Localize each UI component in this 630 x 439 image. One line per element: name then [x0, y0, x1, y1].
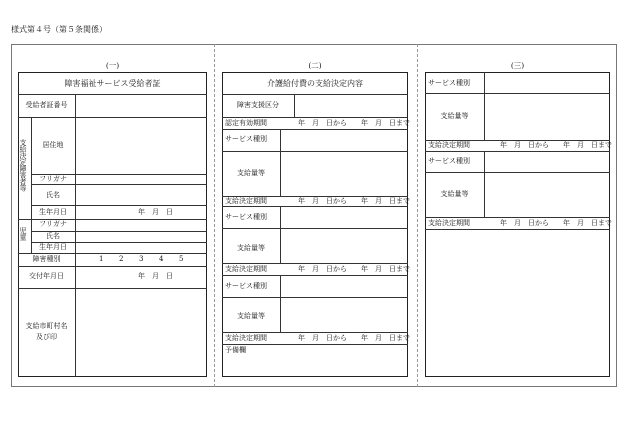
p3-amount-label-2: 支給量等: [440, 190, 469, 198]
decision-period-label-3: 支給決定期間: [225, 334, 267, 342]
amount-label-3: 支給量等: [237, 312, 265, 320]
p3-service-type-label-1: サービス種別: [428, 79, 470, 87]
section-label-two: (二): [308, 61, 322, 70]
service-type-label-1: サービス種別: [225, 135, 267, 143]
decision-period-label-2: 支給決定期間: [225, 265, 267, 273]
benefit-decision-title: 介護給付費の支給決定内容: [267, 79, 363, 88]
disability-type-2: 2: [119, 255, 124, 263]
p3-service-type-label-2: サービス種別: [428, 157, 470, 165]
p3-decision-period-value-1: 年 月 日から 年 月 日まで: [500, 141, 612, 149]
support-classification-label: 障害支援区分: [237, 101, 279, 109]
amount-label-1: 支給量等: [237, 169, 265, 177]
form-title: 様式第４号（第５条関係）: [11, 25, 107, 34]
child-vertical-label: 児童: [19, 227, 27, 240]
municipality-label-line1: 支給市町村名: [25, 322, 68, 330]
birth-date-value: 年 月 日: [138, 208, 173, 216]
validity-period-label: 認定有効期間: [225, 119, 267, 127]
decision-period-value-2: 年 月 日から 年 月 日まで: [298, 265, 410, 273]
municipality-label-line2: 及び印: [36, 333, 57, 341]
p3-decision-period-value-2: 年 月 日から 年 月 日まで: [500, 219, 612, 227]
applicant-vertical-label: 支給決定障害者等: [19, 139, 27, 191]
disability-type-5: 5: [179, 255, 184, 263]
child-birth-label: 生年月日: [39, 243, 67, 251]
amount-label-2: 支給量等: [237, 244, 265, 252]
certificate-title: 障害福祉サービス受給者証: [64, 79, 161, 88]
decision-period-label-1: 支給決定期間: [225, 197, 267, 205]
disability-type-4: 4: [159, 255, 164, 263]
decision-period-value-3: 年 月 日から 年 月 日まで: [298, 334, 410, 342]
section-label-three: (三): [510, 61, 525, 70]
validity-period-value: 年 月 日から 年 月 日まで: [298, 119, 410, 127]
fold-line-1: [214, 44, 215, 387]
birth-date-label: 生年月日: [39, 208, 67, 216]
name-label: 氏名: [46, 191, 60, 199]
issue-date-label: 交付年月日: [29, 272, 64, 280]
child-name-label: 氏名: [46, 232, 60, 240]
cert-number-label: 受給者証番号: [25, 101, 68, 109]
fold-line-2: [417, 44, 418, 387]
address-label: 居住地: [42, 141, 64, 149]
p3-amount-label-1: 支給量等: [440, 112, 469, 120]
section-label-one: (一): [105, 61, 120, 70]
issue-date-value: 年 月 日: [138, 272, 173, 280]
p3-decision-period-label-2: 支給決定期間: [428, 219, 470, 227]
p3-decision-period-label-1: 支給決定期間: [428, 141, 470, 149]
decision-period-value-1: 年 月 日から 年 月 日まで: [298, 197, 410, 205]
child-furigana-label: フリガナ: [39, 220, 67, 228]
furigana-label: フリガナ: [39, 175, 67, 183]
disability-type-1: 1: [99, 255, 104, 263]
service-type-label-3: サービス種別: [225, 282, 267, 290]
disability-type-3: 3: [139, 255, 144, 263]
disability-type-label: 障害種別: [32, 255, 61, 263]
reserve-label: 予備欄: [225, 346, 246, 354]
service-type-label-2: サービス種別: [225, 213, 267, 221]
